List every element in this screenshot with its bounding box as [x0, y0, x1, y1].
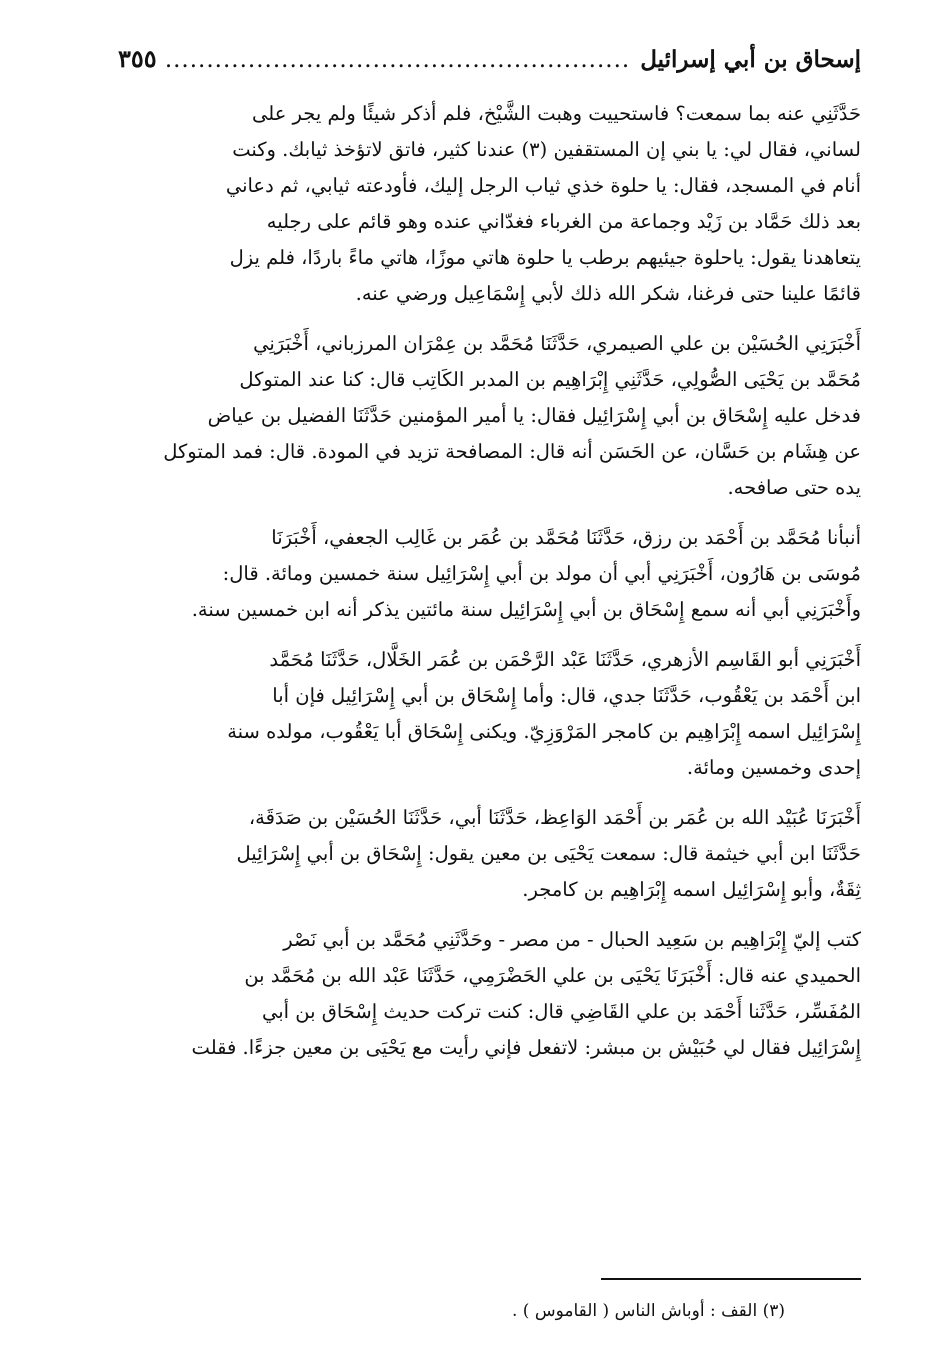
leader-dots: [167, 47, 631, 73]
paragraph-6: كتب إليّ إِبْرَاهِيم بن سَعِيد الحبال - من مصر - وحَدَّثَنِي مُحَمَّد بن أبي نَصْر الحميدي عنه قال: أَخْبَرَنَا يَحْيَى بن علي الحَضْرَمِي، حَدَّثَنَا عَبْد الله بن مُحَمَّد بن المُفَسِّر، حَدَّثَنا أَحْمَد بن علي القَاضِي قال: كنت تركت حديث إِسْحَاق بن أبي إِسْرَائِيل فقال لي حُبَيْش بن مبشر: لاتفعل فإني رأيت مع يَحْيَى بن معين جزءًا. فقلت: [191, 928, 861, 1059]
footnote: (٣) القف : أوباش الناس ( القاموس ) .: [511, 1301, 785, 1321]
running-head-title: إسحاق بن أبي إسرائيل: [640, 46, 861, 73]
page-number: ٣٥٥: [118, 44, 157, 73]
paragraph-3: أنبأنا مُحَمَّد بن أَحْمَد بن رزق، حَدَّثَنَا مُحَمَّد بن عُمَر بن غَالِب الجعفي، أَخْبَرَنَا مُوسَى بن هَارُون، أَخْبَرَنِي أبي أن مولد بن أبي إِسْرَائِيل سنة خمسين ومائة. قال: وأَخْبَرَنِي أبي أنه سمع إِسْحَاق بن أبي إِسْرَائِيل سنة مائتين يذكر أنه ابن خمسين سنة.: [191, 526, 861, 621]
paragraph-1: حَدَّثَنِي عنه بما سمعت؟ فاستحييت وهبت الشَّيْخ، فلم أذكر شيئًا ولم يجر على لساني، فقال لي: يا بني إن المستقفين (٣) عندنا كثير، فاتق لاتؤخذ ثيابك. وكنت أنام في المسجد، فقال: يا حلوة خذي ثياب الرجل إليك، فأودعته ثيابي، ثم دعاني بعد ذلك حَمَّاد بن زَيْد وجماعة من الغرباء فغدّاني عنده وهو قائم على رجليه يتعاهدنا يقول: ياحلوة جيئيهم برطب يا حلوة هاتي موزًا، هاتي ماءً باردًا، فلم يزل قائمًا علينا حتى فرغنا، شكر الله ذلك لأبي إِسْمَاعِيل ورضي عنه.: [225, 102, 861, 305]
paragraph-5: أَخْبَرَنَا عُبَيْد الله بن عُمَر بن أَحْمَد الوَاعِظ، حَدَّثَنَا أبي، حَدَّثَنَا الحُسَيْن بن صَدَقَة، حَدَّثَنَا ابن أبي خيثمة قال: سمعت يَحْيَى بن معين يقول: إِسْحَاق بن أبي إِسْرَائِيل ثِقَةٌ، وأبو إِسْرَائِيل اسمه إِبْرَاهِيم بن كامجر.: [236, 806, 861, 901]
paragraph-2: أَخْبَرَنِي الحُسَيْن بن علي الصيمري، حَدَّثَنَا مُحَمَّد بن عِمْرَان المرزباني، أَخْبَرَنِي مُحَمَّد بن يَحْيَى الصُّولِي، حَدَّثَنِي إِبْرَاهِيم بن المدبر الكَاتِب قال: كنا عند المتوكل فدخل عليه إِسْحَاق بن أبي إِسْرَائِيل فقال: يا أمير المؤمنين حَدَّثَنَا الفضيل بن عياض عن هِشَام بن حَسَّان، عن الحَسَن أنه قال: المصافحة تزيد في المودة. قال: فمد المتوكل يده حتى صافحه.: [163, 332, 861, 499]
footnote-divider: [601, 1278, 861, 1280]
paragraph-4: أَخْبَرَنِي أبو القَاسِم الأزهري، حَدَّثَنَا عَبْد الرَّحْمَن بن عُمَر الخَلَّال، حَدَّثَنَا مُحَمَّد ابن أَحْمَد بن يَعْقُوب، حَدَّثَنَا جدي، قال: وأما إِسْحَاق بن أبي إِسْرَائِيل فإن أبا إِسْرَائِيل اسمه إِبْرَاهِيم بن كامجر المَرْوَزِيّ. ويكنى إِسْحَاق أبا يَعْقُوب، مولده سنة إحدى وخمسين ومائة.: [227, 648, 861, 779]
body-text: [116, 96, 861, 1066]
running-head: [118, 44, 861, 84]
